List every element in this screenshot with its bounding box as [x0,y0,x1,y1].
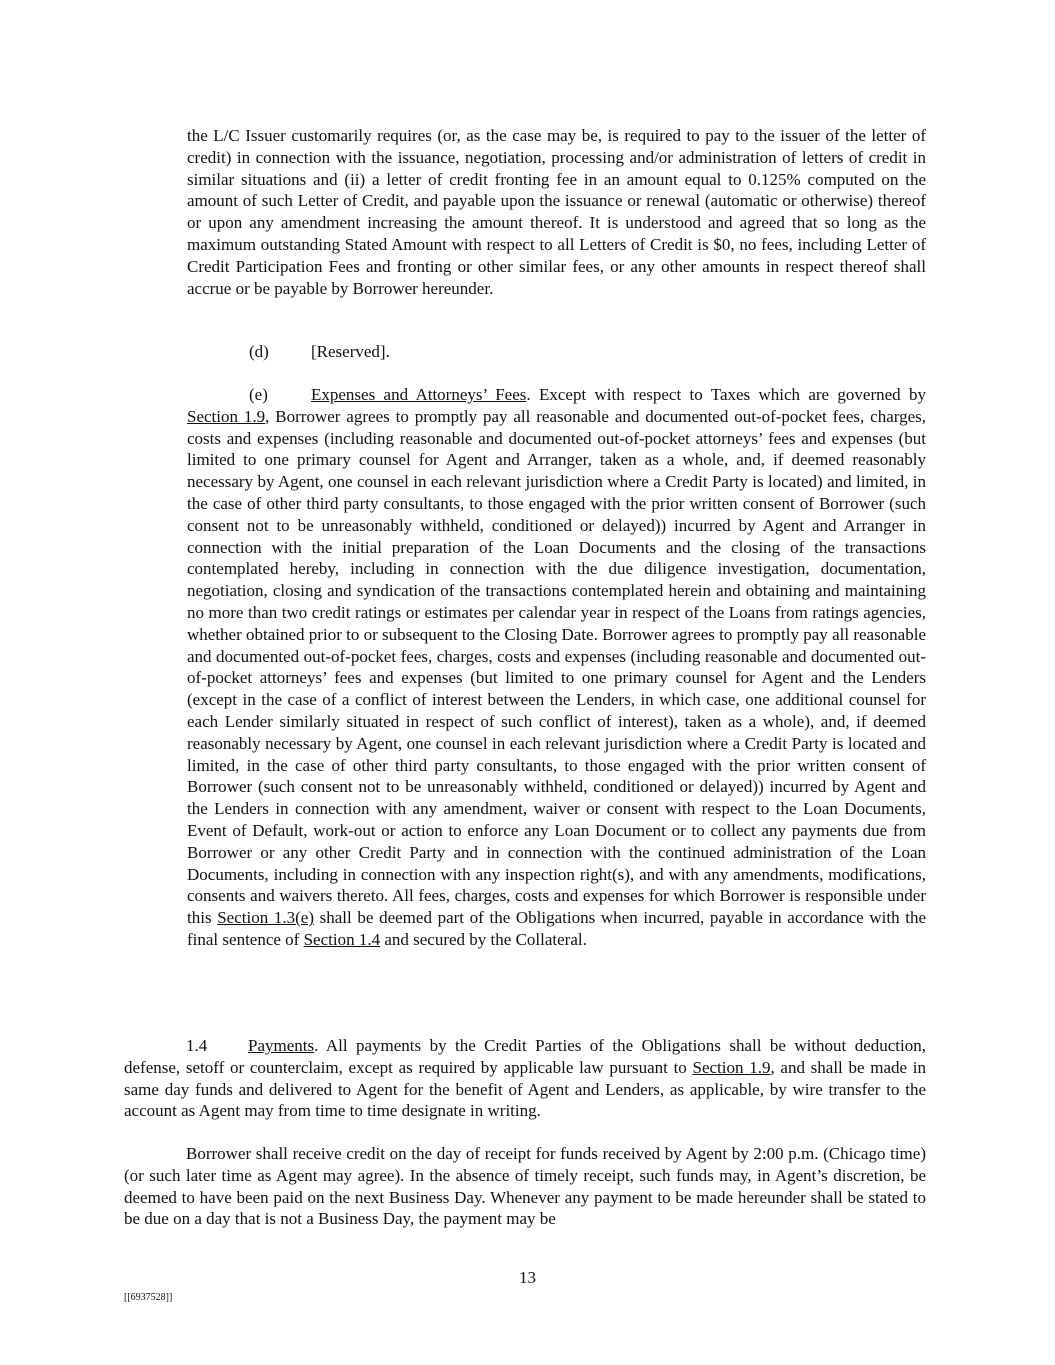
paragraph-d [187,341,926,363]
text-segment: , and shall be made in same day funds and delivered to Agent for the benefit of Agent and Lenders, as applicable, by wire transfer to the account as Agent may from time to time designate in writing. [124,1057,926,1121]
heading-expenses: Expenses and Attorneys’ Fees [311,385,527,404]
section-ref-1-9[interactable]: Section 1.9 [692,1057,771,1077]
page-number: 13 [519,1268,536,1287]
text-segment: . Except with respect to Taxes which are governed by [526,385,927,404]
section-1-4 [124,1035,926,1122]
section-ref-1-9[interactable]: Section 1.9 [187,406,266,426]
item-label-d: (d) [249,342,269,361]
section-number: 1.4 [186,1036,208,1055]
text-segment: shall be deemed part of the Obligations when incurred, payable in accordance with the final sentence of [187,908,927,949]
heading-payments: Payments [248,1036,315,1055]
section-ref-1-3e[interactable]: Section 1.3(e) [217,908,314,928]
paragraph-e [187,384,926,951]
item-label-e: (e) [249,385,268,404]
text-segment: , Borrower agrees to promptly pay all reasonable and documented out-of-pocket fees, charges, costs and expenses (including reasonable and documented out-of-pocket attorneys’ fees and expenses (but limited to one primary counsel for Agent and Arranger, taken as a whole, and, if deemed reasonably necessary by Agent, one counsel in each relevant jurisdiction where a Credit Party is located) and limited, in the case of other third party consultants, to those engaged with the prior written consent of Borrower (such consent not to be unreasonably withheld, conditioned or delayed)) incurred by Agent and Arranger in connection with the initial preparation of the Loan Documents and the closing of the transactions contemplated hereby, including in connection with the due diligence investigation, documentation, negotiation, closing and syndication of the transactions contemplated herein and obtaining and maintaining no more than two credit ratings or estimates per calendar year in respect of the Loans from ratings agencies, whether obtained prior to or subsequent to the Closing Date. Borrower agrees to promptly pay all reasonable and documented out-of-pocket fees, charges, costs and expenses (including reasonable and documented out-of-pocket attorneys’ fees and expenses (but limited to one primary counsel for Agent and the Lenders (except in the case of a conflict of interest between the Lenders, in which case, one additional counsel for each Lender similarly situated in respect of such conflict of interest), taken as a whole), and, if deemed reasonably necessary by Agent, one counsel in each relevant jurisdiction where a Credit Party is located and limited, in the case of other third party consultants, to those engaged with the prior written consent of Borrower (such consent not to be unreasonably withheld, conditioned or delayed)) incurred by Agent and the Lenders in connection with any amendment, waiver or consent with respect to the Loan Documents, Event of Default, work-out or action to enforce any Loan Document or to collect any payments due from Borrower or any other Credit Party and in connection with the continued administration of the Loan Documents, including in connection with any inspection right(s), and with any amendments, modifications, consents and waivers thereto. All fees, charges, costs and expenses for which Borrower is responsible under this [187,406,927,928]
section-ref-1-4[interactable]: Section 1.4 [303,929,381,949]
text-segment: . All payments by the Credit Parties of the Obligations shall be without deduction, defense, setoff or counterclaim, except as required by applicable law pursuant to [124,1036,926,1077]
text-segment: and secured by the Collateral. [380,929,587,949]
paragraph-c-continuation: the L/C Issuer customarily requires (or, as the case may be, is required to pay to the issuer of the letter of credit) in connection with the issuance, negotiation, processing and/or administration of letters of credit in similar situations and (ii) a letter of credit fronting fee in an amount equal to 0.125% computed on the amount of such Letter of Credit, and payable upon the issuance or renewal (automatic or otherwise) thereof or upon any amendment increasing the amount thereof. It is understood and agreed that so long as the maximum outstanding Stated Amount with respect to all Letters of Credit is $0, no fees, including Letter of Credit Participation Fees and fronting or other similar fees, or any other amounts in respect thereof shall accrue or be payable by Borrower hereunder. [187,126,926,298]
paragraph-borrower-credit: Borrower shall receive credit on the day of receipt for funds received by Agent by 2:00 p.m. (Chicago time) (or such later time as Agent may agree). In the absence of timely receipt, such funds may, in Agent’s discretion, be deemed to have been paid on the next Business Day. Whenever any payment to be made hereunder shall be stated to be due on a day that is not a Business Day, the payment may be [124,1144,926,1229]
document-id: [[6937528]] [124,1292,173,1303]
item-d-text: [Reserved]. [311,342,390,361]
